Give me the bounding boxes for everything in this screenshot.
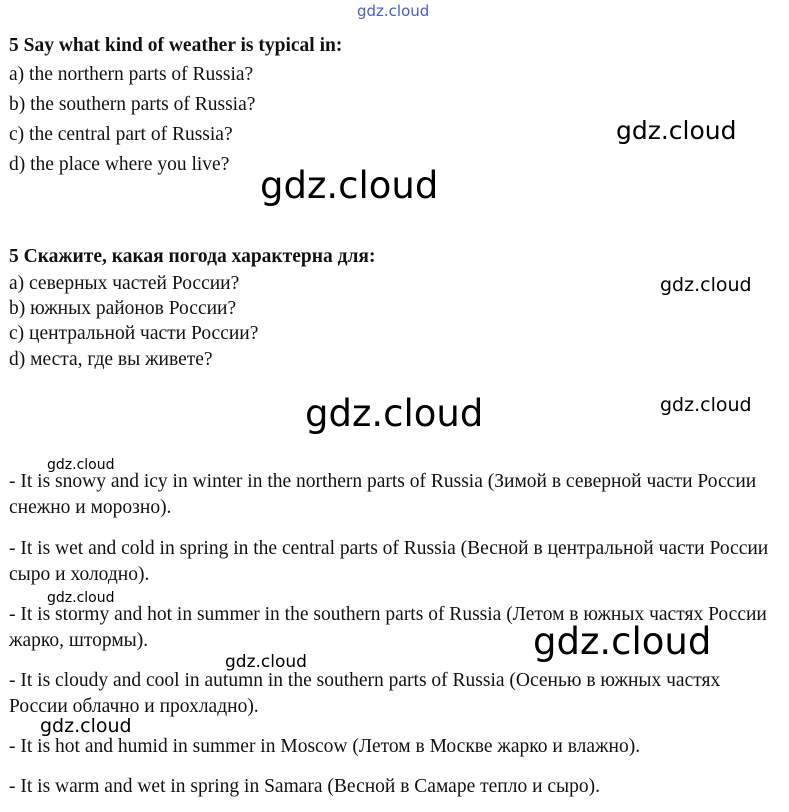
watermark: gdz.cloud (305, 392, 484, 435)
task-heading-en: 5 Say what kind of weather is typical in: (9, 35, 343, 56)
task-item-a-ru: а) северных частей России? (9, 273, 240, 294)
task-item-c-ru: с) центральной части России? (9, 323, 259, 344)
watermark: gdz.cloud (660, 274, 752, 296)
task-heading-ru: 5 Скажите, какая погода характерна для: (9, 246, 376, 267)
task-item-d-ru: d) места, где вы живете? (9, 349, 213, 370)
answer-1: - It is snowy and icy in winter in the northern parts of Russia (Зимой в северной части России снежно и морозно). (9, 471, 757, 518)
watermark: gdz.cloud (225, 652, 307, 672)
task-item-d-en: d) the place where you live? (9, 154, 230, 175)
watermark: gdz.cloud (660, 394, 752, 416)
task-item-a-en: a) the northern parts of Russia? (9, 64, 254, 85)
watermark: gdz.cloud (47, 457, 115, 473)
answer-3: - It is stormy and hot in summer in the southern parts of Russia (Летом в южных частях России жарко, штормы). (9, 604, 767, 651)
watermark: gdz.cloud (47, 590, 115, 606)
watermark: gdz.cloud (260, 164, 439, 207)
answer-5: - It is hot and humid in summer in Moscow (Летом в Москве жарко и влажно). (9, 736, 641, 757)
watermark: gdz.cloud (533, 620, 712, 663)
task-item-b-en: b) the southern parts of Russia? (9, 94, 256, 115)
header-watermark: gdz.cloud (357, 2, 430, 20)
watermark: gdz.cloud (40, 715, 132, 737)
answer-2: - It is wet and cold in spring in the central parts of Russia (Весной в центральной части России сыро и холодно). (9, 538, 769, 585)
task-item-b-ru: b) южных районов России? (9, 298, 237, 319)
task-item-c-en: c) the central part of Russia? (9, 124, 233, 145)
watermark: gdz.cloud (616, 116, 737, 145)
answer-6: - It is warm and wet in spring in Samara (Весной в Самаре тепло и сыро). (9, 776, 601, 797)
answer-4: - It is cloudy and cool in autumn in the southern parts of Russia (Осенью в южных частях России облачно и прохладно). (9, 670, 721, 717)
